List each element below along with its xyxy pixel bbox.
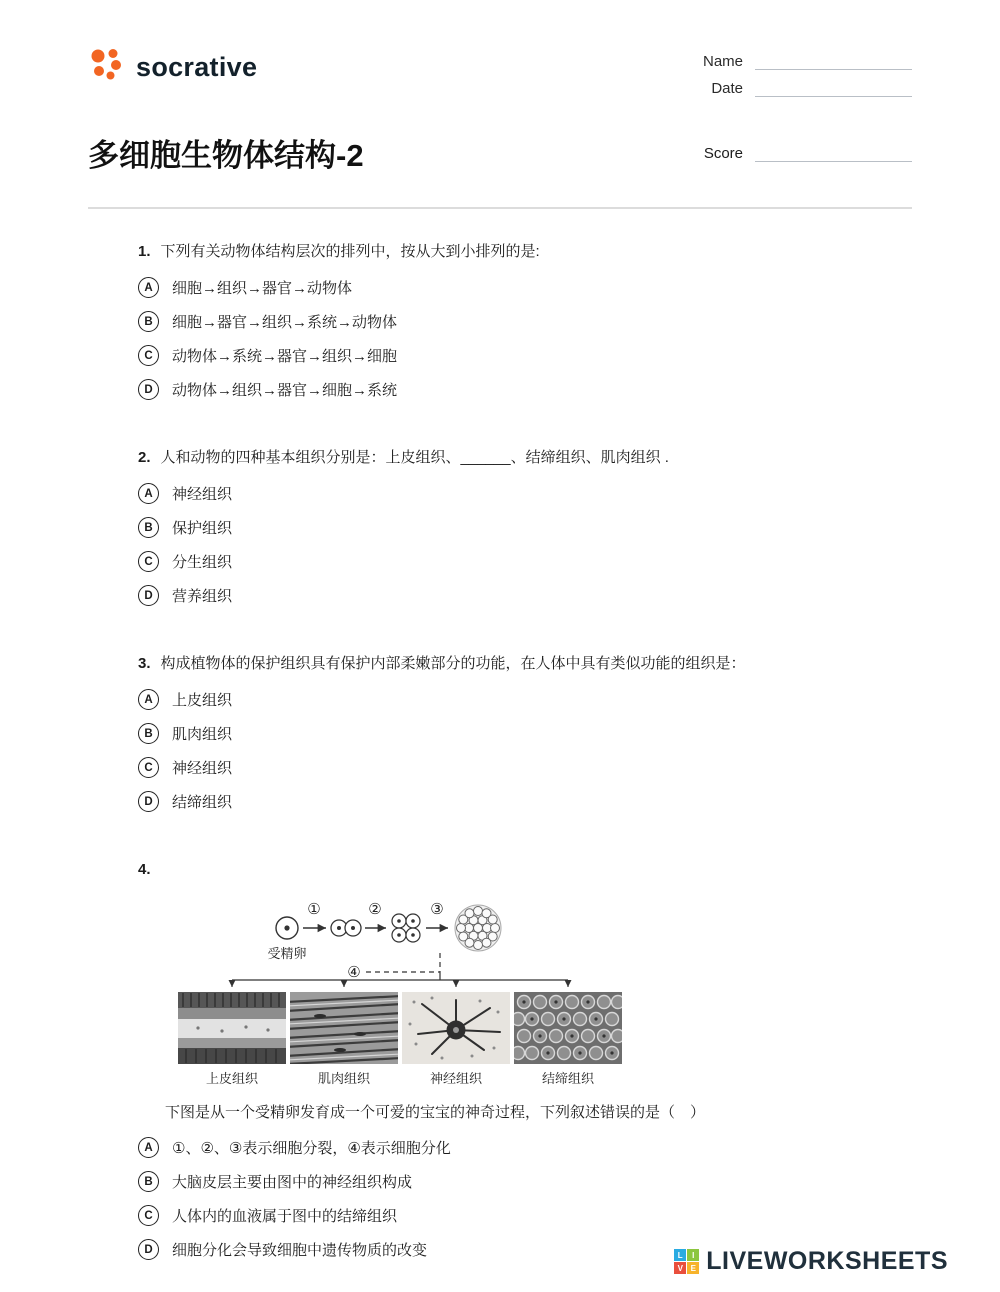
- option-text: 上皮组织: [172, 692, 233, 709]
- step-2-label: ②: [368, 901, 382, 918]
- question-2: [138, 447, 912, 607]
- option-text: 大脑皮层主要由图中的神经组织构成: [172, 1174, 413, 1191]
- question-1-number: 1.: [138, 243, 151, 260]
- liveworksheets-icon: [674, 1249, 699, 1274]
- tissue-image-muscle: [290, 992, 398, 1064]
- name-label: Name: [702, 53, 743, 70]
- option-text: 分生组织: [172, 554, 233, 571]
- option-text: 神经组织: [172, 760, 233, 777]
- question-1-option-d[interactable]: [138, 378, 912, 401]
- egg-label: 受精卵: [267, 946, 307, 961]
- question-3-option-c[interactable]: [138, 756, 912, 779]
- liveworksheets-logo[interactable]: [674, 1247, 948, 1276]
- option-text: ①、②、③表示细胞分裂，④表示细胞分化: [172, 1140, 451, 1157]
- question-1: [138, 241, 912, 401]
- answer-bubble-a[interactable]: A: [138, 483, 159, 504]
- question-3-option-b[interactable]: [138, 722, 912, 745]
- option-text: 细胞分化会导致细胞中遗传物质的改变: [172, 1242, 428, 1259]
- question-4-option-c[interactable]: [138, 1204, 912, 1227]
- question-3: [138, 653, 912, 813]
- name-field-row: [697, 52, 912, 70]
- option-text: 细胞→器官→组织→系统→动物体: [172, 314, 398, 331]
- tissue-image-nerve: [402, 992, 510, 1064]
- option-text: 肌肉组织: [172, 726, 233, 743]
- question-3-option-d[interactable]: [138, 790, 912, 813]
- question-1-option-b[interactable]: [138, 310, 912, 333]
- answer-bubble-d[interactable]: D: [138, 791, 159, 812]
- score-input-line[interactable]: [755, 144, 912, 162]
- answer-bubble-c[interactable]: C: [138, 1205, 159, 1226]
- answer-bubble-c[interactable]: C: [138, 551, 159, 572]
- liveworksheets-wordmark: LIVEWORKSHEETS: [706, 1247, 948, 1275]
- question-3-text: 构成植物体的保护组织具有保护内部柔嫩部分的功能，在人体中具有类似功能的组织是：: [160, 655, 746, 672]
- question-3-option-a[interactable]: [138, 688, 912, 711]
- option-text: 营养组织: [172, 588, 233, 605]
- step-3-label: ③: [430, 901, 444, 918]
- step-4-label: ④: [347, 964, 361, 981]
- student-meta-fields: [697, 52, 912, 106]
- question-4-option-b[interactable]: [138, 1170, 912, 1193]
- lw-tile-v: V: [674, 1262, 686, 1274]
- date-field-row: [697, 79, 912, 97]
- title-row: [88, 130, 912, 175]
- answer-bubble-b[interactable]: B: [138, 1171, 159, 1192]
- tissue-label-row: [178, 1068, 622, 1087]
- lw-tile-l: L: [674, 1249, 686, 1261]
- question-4-figure: [178, 894, 912, 1087]
- answer-bubble-a[interactable]: A: [138, 689, 159, 710]
- answer-bubble-d[interactable]: D: [138, 379, 159, 400]
- tissue-image-connective: [514, 992, 622, 1064]
- option-text: 保护组织: [172, 520, 233, 537]
- question-1-option-a[interactable]: [138, 276, 912, 299]
- page-title: 多细胞生物体结构-2: [88, 138, 364, 173]
- question-1-option-c[interactable]: [138, 344, 912, 367]
- score-field-row: [697, 144, 912, 171]
- cell-development-diagram: [178, 894, 698, 992]
- option-text: 动物体→组织→器官→细胞→系统: [172, 382, 398, 399]
- question-2-option-b[interactable]: [138, 516, 912, 539]
- tissue-label-nerve: 神经组织: [429, 1071, 482, 1086]
- question-2-option-a[interactable]: [138, 482, 912, 505]
- question-4: [138, 859, 912, 1261]
- tissue-image-row: [178, 992, 622, 1064]
- lw-tile-e: E: [687, 1262, 699, 1274]
- question-2-option-d[interactable]: [138, 584, 912, 607]
- tissue-image-epithelial: [178, 992, 286, 1064]
- option-text: 结缔组织: [172, 794, 233, 811]
- socrative-logo-text: socrative: [136, 52, 258, 82]
- answer-bubble-d[interactable]: D: [138, 585, 159, 606]
- socrative-logo-icon: [88, 46, 126, 89]
- answer-bubble-b[interactable]: B: [138, 517, 159, 538]
- option-text: 人体内的血液属于图中的结缔组织: [172, 1208, 398, 1225]
- questions-area: [88, 209, 912, 1261]
- tissue-label-muscle: 肌肉组织: [317, 1071, 370, 1086]
- name-input-line[interactable]: [755, 52, 912, 70]
- date-input-line[interactable]: [755, 79, 912, 97]
- answer-bubble-b[interactable]: B: [138, 311, 159, 332]
- answer-bubble-a[interactable]: A: [138, 277, 159, 298]
- question-1-text: 下列有关动物体结构层次的排列中，按从大到小排列的是:: [160, 243, 540, 260]
- lw-tile-i: I: [687, 1249, 699, 1261]
- answer-bubble-d[interactable]: D: [138, 1239, 159, 1260]
- question-2-text: 人和动物的四种基本组织分别是：上皮组织、______、结缔组织、肌肉组织 .: [160, 449, 669, 466]
- tissue-label-connective: 结缔组织: [541, 1071, 594, 1086]
- date-label: Date: [711, 80, 743, 97]
- question-2-number: 2.: [138, 449, 151, 466]
- option-text: 神经组织: [172, 486, 233, 503]
- answer-bubble-a[interactable]: A: [138, 1137, 159, 1158]
- answer-bubble-b[interactable]: B: [138, 723, 159, 744]
- question-4-text: 下图是从一个受精卵发育成一个可爱的宝宝的神奇过程，下列叙述错误的是（ ）: [165, 1104, 706, 1121]
- step-1-label: ①: [307, 901, 321, 918]
- socrative-logo: [88, 46, 257, 89]
- option-text: 细胞→组织→器官→动物体: [172, 280, 353, 297]
- tissue-label-epithelial: 上皮组织: [205, 1071, 258, 1086]
- option-text: 动物体→系统→器官→组织→细胞: [172, 348, 398, 365]
- question-4-option-a[interactable]: [138, 1136, 912, 1159]
- answer-bubble-c[interactable]: C: [138, 757, 159, 778]
- question-2-option-c[interactable]: [138, 550, 912, 573]
- question-4-number: 4.: [138, 861, 151, 878]
- score-label: Score: [703, 145, 743, 162]
- page-header: [88, 46, 912, 106]
- answer-bubble-c[interactable]: C: [138, 345, 159, 366]
- question-3-number: 3.: [138, 655, 151, 672]
